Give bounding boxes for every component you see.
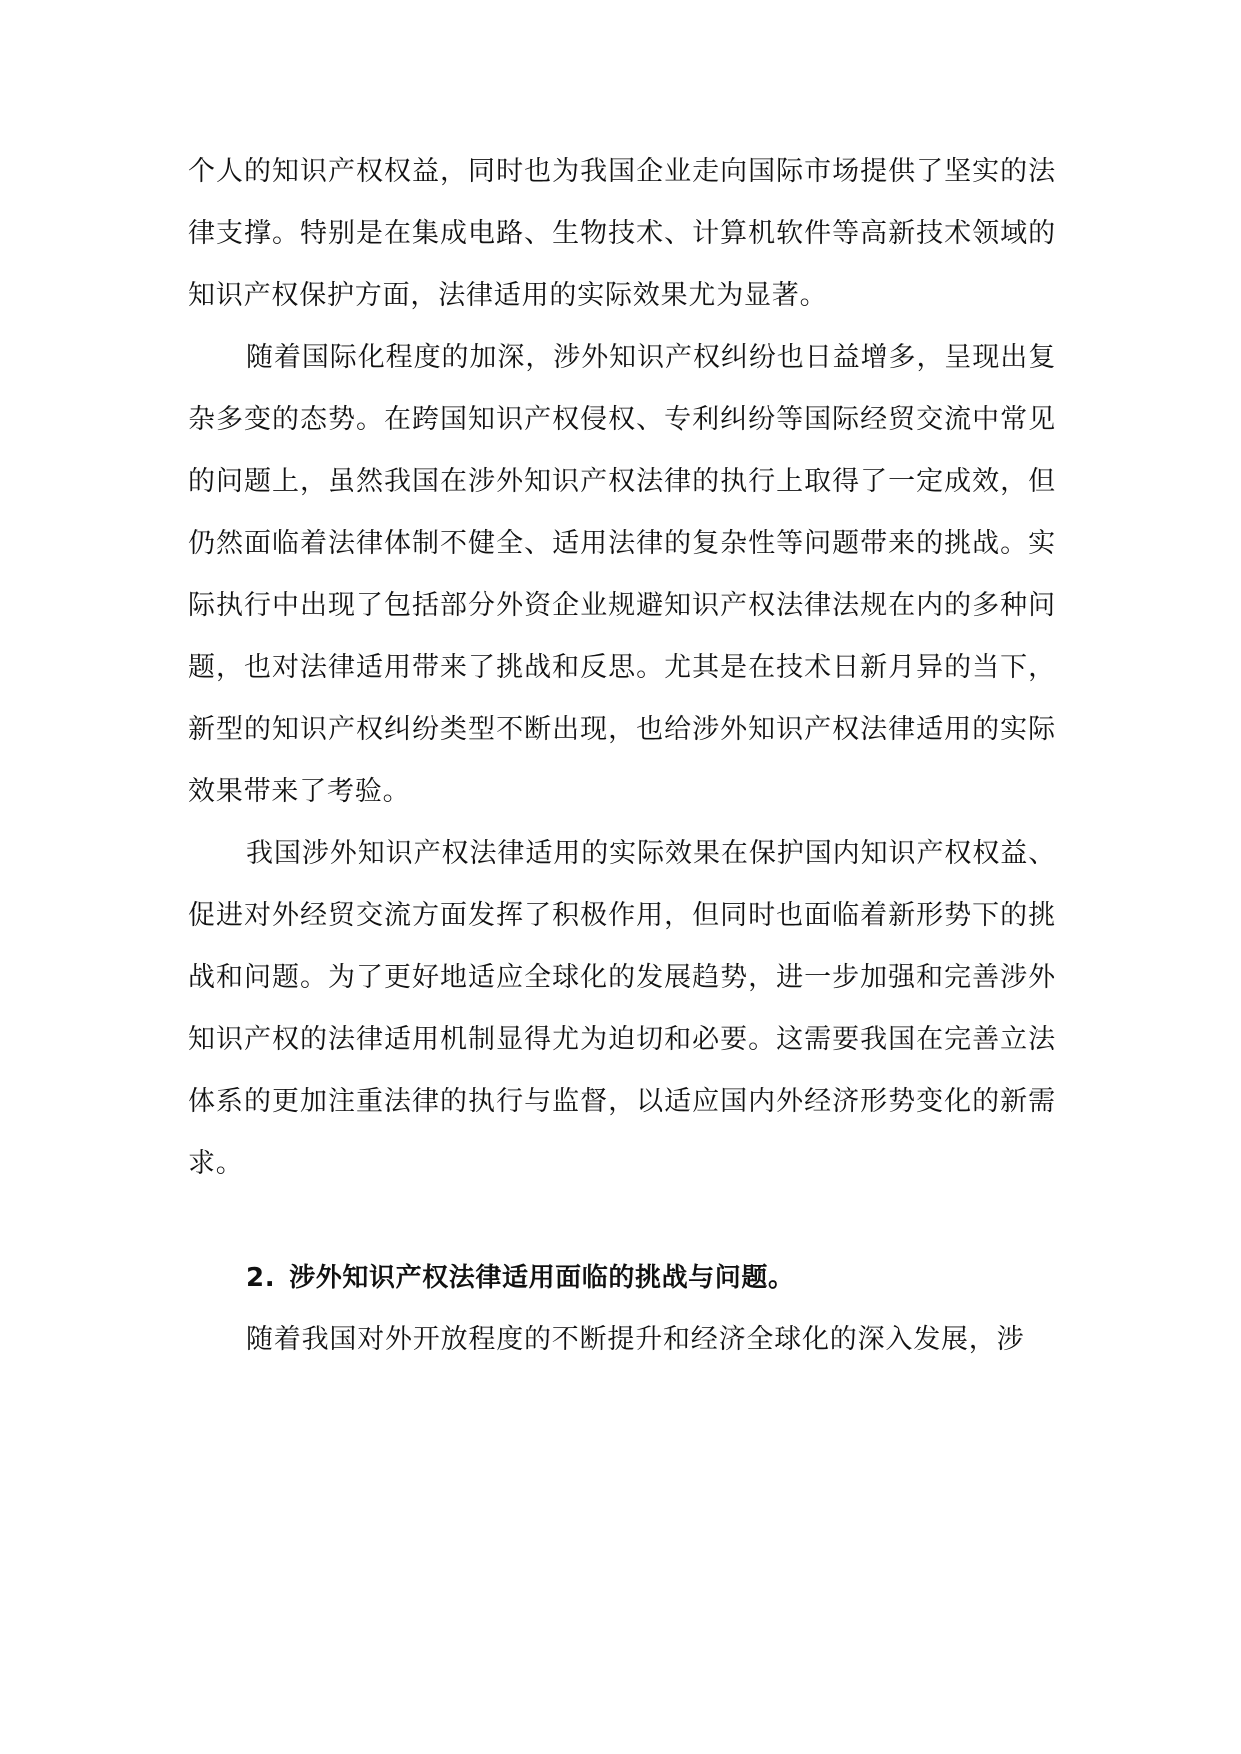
section-number: 2. bbox=[246, 1263, 276, 1293]
paragraph-continuation: 个人的知识产权权益，同时也为我国企业走向国际市场提供了坚实的法律支撑。特别是在集成电路、生物技术、计算机软件等高新技术领域的知识产权保护方面，法律适用的实际效果尤为显著。 bbox=[188, 156, 1056, 311]
section-title: 涉外知识产权法律适用面临的挑战与问题。 bbox=[289, 1263, 795, 1293]
section-heading bbox=[188, 1247, 1056, 1309]
paragraph-international-disputes: 随着国际化程度的加深，涉外知识产权纠纷也日益增多，呈现出复杂多变的态势。在跨国知识产权侵权、专利纠纷等国际经贸交流中常见的问题上，虽然我国在涉外知识产权法律的执行上取得了一定成效，但仍然面临着法律体制不健全、适用法律的复杂性等问题带来的挑战。实际执行中出现了包括部分外资企业规避知识产权法律法规在内的多种问题，也对法律适用带来了挑战和反思。尤其是在技术日新月异的当下，新型的知识产权纠纷类型不断出现，也给涉外知识产权法律适用的实际效果带来了考验。 bbox=[188, 342, 1056, 807]
paragraph-summary: 我国涉外知识产权法律适用的实际效果在保护国内知识产权权益、促进对外经贸交流方面发挥了积极作用，但同时也面临着新形势下的挑战和问题。为了更好地适应全球化的发展趋势，进一步加强和完善涉外知识产权的法律适用机制显得尤为迫切和必要。这需要我国在完善立法体系的更加注重法律的执行与监督，以适应国内外经济形势变化的新需求。 bbox=[188, 838, 1056, 1179]
section-spacer bbox=[188, 1195, 1056, 1247]
document-body bbox=[188, 141, 1056, 1371]
paragraph-section-intro: 随着我国对外开放程度的不断提升和经济全球化的深入发展，涉 bbox=[246, 1324, 1025, 1355]
